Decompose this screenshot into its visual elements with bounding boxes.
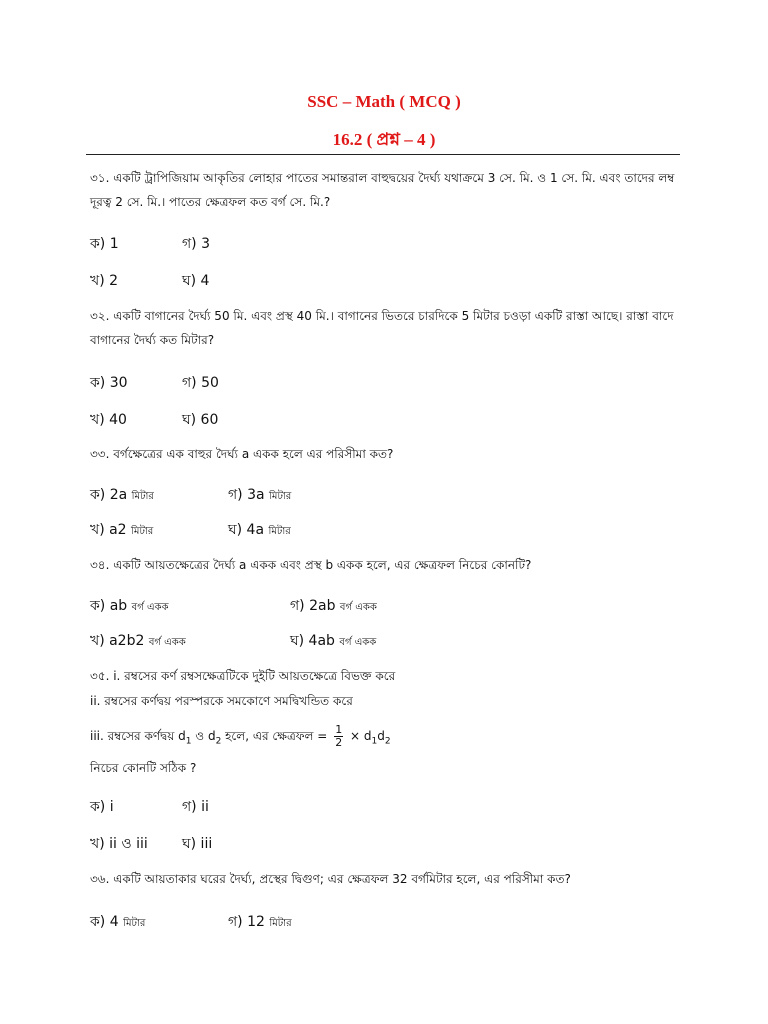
q35-option-ga: গ) ii: [182, 799, 209, 815]
question-35-prompt: নিচের কোনটি সঠিক ?: [90, 761, 197, 775]
question-35-statement-2: ii. রম্বসের কর্ণদ্বয় পরস্পরকে সমকোণে সমদ্বিখন্ডিত করে: [90, 694, 353, 708]
q35-option-gha: ঘ) iii: [182, 836, 213, 852]
q32-option-ga: গ) 50: [182, 375, 219, 391]
question-36: ৩৬. একটি আয়তাকার ঘরের দৈর্ঘ্য, প্রস্থের দ্বিগুণ; এর ক্ষেত্রফল 32 বর্গমিটার হলে, এর পরিসীমা কত?: [90, 872, 571, 886]
q33-option-ka: ক) 2a মিটার: [90, 487, 154, 503]
q31-option-ka: ক) 1: [90, 236, 119, 252]
q32-option-gha: ঘ) 60: [182, 412, 219, 428]
page-subtitle: 16.2 ( প্রশ্ন – 4 ): [332, 130, 436, 149]
page-title: SSC – Math ( MCQ ): [307, 92, 461, 111]
q34-option-ka: ক) ab বর্গ একক: [90, 598, 169, 614]
question-34: ৩৪. একটি আয়তক্ষেত্রের দৈর্ঘ্য a একক এবং প্রস্থ b একক হলে, এর ক্ষেত্রফল নিচের কোনটি?: [90, 558, 532, 572]
question-35-statement-3: iii. রম্বসের কর্ণদ্বয় $d_1$ ও $d_2$ হলে, এর ক্ষেত্রফল = $\frac{1}{2}$ × $d_1d_2$: [90, 723, 391, 749]
q35-option-kha: খ) ii ও iii: [90, 836, 148, 852]
q36-option-ka: ক) 4 মিটার: [90, 914, 146, 930]
question-35-statement-1: ৩৫. i. রম্বসের কর্ণ রম্বসক্ষেত্রটিকে দুইটি আয়তক্ষেত্রে বিভক্ত করে: [90, 669, 396, 683]
q34-option-gha: ঘ) 4ab বর্গ একক: [290, 633, 377, 649]
q33-option-gha: ঘ) 4a মিটার: [228, 522, 291, 538]
q33-option-ga: গ) 3a মিটার: [228, 487, 292, 503]
question-33: ৩৩. বর্গক্ষেত্রের এক বাহুর দৈর্ঘ্য a একক হলে এর পরিসীমা কত?: [90, 447, 394, 461]
q31-option-ga: গ) 3: [182, 236, 210, 252]
q31-option-gha: ঘ) 4: [182, 273, 210, 289]
question-32: ৩২. একটি বাগানের দৈর্ঘ্য 50 মি. এবং প্রস্থ 40 মি.। বাগানের ভিতরে চারদিকে 5 মিটার চওড়া একটি রাস্তা আছে। রাস্তা বাদে বাগানের দৈর্ঘ্য কত মিটার?: [90, 309, 674, 347]
q36-option-ga: গ) 12 মিটার: [228, 914, 292, 930]
q31-option-kha: খ) 2: [90, 273, 119, 289]
question-31: ৩১. একটি ট্রাপিজিয়াম আকৃতির লোহার পাতের সমান্তরাল বাহুদ্বয়ের দৈর্ঘ্য যথাক্রমে 3 সে. মি. ও 1 সে. মি. এবং তাদের লম্ব দূরত্ব 2 সে. মি.। পাতের ক্ষেত্রফল কত বর্গ সে. মি.?: [90, 171, 675, 209]
q34-option-kha: খ) a2b2 বর্গ একক: [90, 633, 186, 649]
q33-option-kha: খ) a2 মিটার: [90, 522, 154, 538]
q34-option-ga: গ) 2ab বর্গ একক: [290, 598, 377, 614]
q32-option-ka: ক) 30: [90, 375, 128, 391]
q35-option-ka: ক) i: [90, 799, 114, 815]
header-divider: [86, 154, 680, 155]
fraction-one-half: $\frac{1}{2}$: [335, 723, 343, 749]
q32-option-kha: খ) 40: [90, 412, 127, 428]
